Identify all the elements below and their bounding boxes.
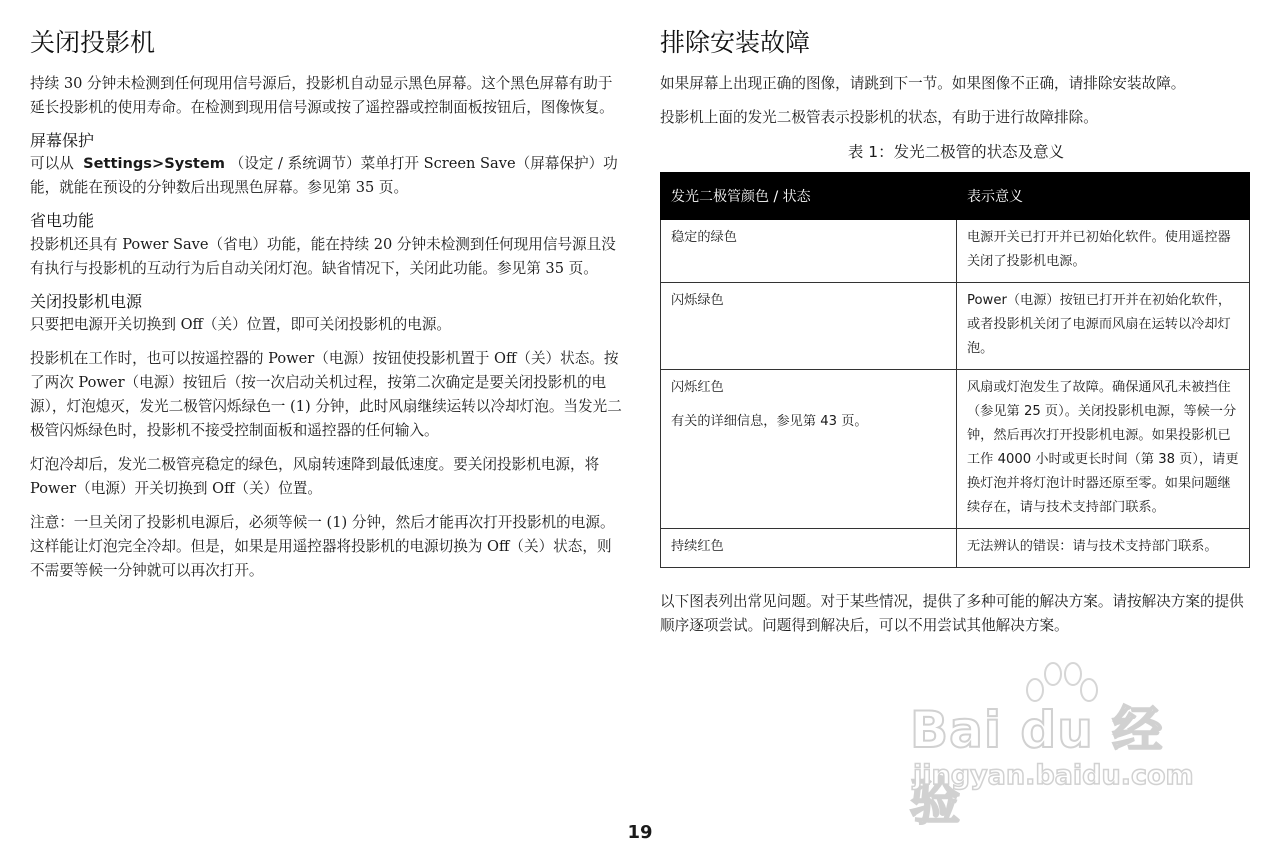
section-title-troubleshooting: 排除安装故障 xyxy=(660,28,811,57)
poweroff-section xyxy=(30,291,622,583)
meaning-cell: Power（电源）按钮已打开并在初始化软件，或者投影机关闭了电源而风扇在运转以冷却灯泡。 xyxy=(957,282,1250,369)
baidu-jingyan-watermark xyxy=(905,660,1205,831)
screensaver-heading: 屏幕保护 xyxy=(30,130,95,150)
note-paragraph xyxy=(30,511,622,583)
table-row xyxy=(661,528,1250,567)
intro-paragraph: 持续 30 分钟未检测到任何现用信号源后，投影机自动显示黑色屏幕。这个黑色屏幕有助于延长投影机的使用寿命。在检测到现用信号源或按了遥控器或控制面板按钮后，图像恢复。 xyxy=(30,74,614,116)
screensaver-section xyxy=(30,130,622,200)
note-label: 注意： xyxy=(30,513,74,531)
led-state-cell: 持续红色 xyxy=(661,528,957,567)
poweroff-heading: 关闭投影机电源 xyxy=(30,291,143,311)
meaning-cell: 电源开关已打开并已初始化软件。使用遥控器关闭了投影机电源。 xyxy=(957,219,1250,282)
watermark-url: jingyan.baidu.com xyxy=(913,760,1194,791)
column-header-led-state: 发光二极管颜色 / 状态 xyxy=(661,172,957,219)
led-state-cell: 稳定的绿色 xyxy=(661,219,957,282)
powersave-heading: 省电功能 xyxy=(30,211,95,231)
column-header-meaning: 表示意义 xyxy=(957,172,1250,219)
poweroff-paragraph-3: 灯泡冷却后，发光二极管亮稳定的绿色，风扇转速降到最低速度。要关闭投影机电源，将 Power（电源）开关切换到 Off（关）位置。 xyxy=(30,455,600,497)
poweroff-paragraph-2: 投影机在工作时，也可以按遥控器的 Power（电源）按钮使投影机置于 Off（关）状态。按了两次 Power（电源）按钮后（按一次启动关机过程，按第二次确定是要关闭投影机的电源），灯泡熄灭，发光二极管闪烁绿色一 (1) 分钟，此时风扇继续运转以冷却灯泡。当发光二极管闪烁绿色时，投影机不接受控制面板和遥控器的任何输入。 xyxy=(30,349,622,439)
page-number: 19 xyxy=(627,822,653,843)
powersave-paragraph: 投影机还具有 Power Save（省电）功能，能在持续 20 分钟未检测到任何现用信号源且没有执行与投影机的互动行为后自动关闭灯泡。缺省情况下，关闭此功能。参见第 35 页。 xyxy=(30,235,616,277)
led-state-label: 闪烁红色 xyxy=(671,379,724,395)
troubleshooting-intro-1: 如果屏幕上出现正确的图像，请跳到下一节。如果图像不正确，请排除安装故障。 xyxy=(660,74,1186,92)
led-state-cell xyxy=(661,369,957,528)
troubleshooting-outro: 以下图表列出常见问题。对于某些情况，提供了多种可能的解决方案。请按解决方案的提供顺序逐项尝试。问题得到解决后，可以不用尝试其他解决方案。 xyxy=(660,592,1244,634)
meaning-cell: 无法辨认的错误：请与技术支持部门联系。 xyxy=(957,528,1250,567)
led-state-cell: 闪烁绿色 xyxy=(661,282,957,369)
note-text: 一旦关闭了投影机电源后，必须等候一 (1) 分钟，然后才能再次打开投影机的电源。这样能让灯泡完全冷却。但是，如果是用遥控器将投影机的电源切换为 Off（关）状态，则不需要等候一分钟就可以再次打开。 xyxy=(30,513,615,579)
left-column xyxy=(30,26,622,593)
table-row xyxy=(661,282,1250,369)
screensaver-text-pre: 可以从 xyxy=(30,155,74,173)
table-caption: 表 1：发光二极管的状态及意义 xyxy=(847,142,1065,161)
led-status-table xyxy=(660,172,1250,568)
screensaver-paragraph xyxy=(30,152,622,200)
right-column xyxy=(660,26,1252,648)
screensaver-text-post: （设定 / 系统调节）菜单打开 Screen Save（屏幕保护）功能，就能在预设的分钟数后出现黑色屏幕。参见第 35 页。 xyxy=(30,155,618,197)
watermark-brand: Bai du 经验 xyxy=(910,701,1164,831)
section-title-power-off: 关闭投影机 xyxy=(30,28,156,57)
table-row xyxy=(661,369,1250,528)
troubleshooting-intro-2: 投影机上面的发光二极管表示投影机的状态，有助于进行故障排除。 xyxy=(660,108,1098,126)
settings-menu-path: Settings>System xyxy=(83,155,225,173)
poweroff-paragraph-1: 只要把电源开关切换到 Off（关）位置，即可关闭投影机的电源。 xyxy=(30,315,452,333)
meaning-cell: 风扇或灯泡发生了故障。确保通风孔未被挡住（参见第 25 页）。关闭投影机电源，等候一分钟，然后再次打开投影机电源。如果投影机已工作 4000 小时或更长时间（第 38 页），请更换灯泡并将灯泡计时器还原至零。如果问题继续存在，请与技术支持部门联系。 xyxy=(957,369,1250,528)
table-header-row xyxy=(661,172,1250,219)
powersave-section xyxy=(30,210,622,280)
table-row xyxy=(661,219,1250,282)
led-state-reference: 有关的详细信息，参见第 43 页。 xyxy=(671,413,868,429)
